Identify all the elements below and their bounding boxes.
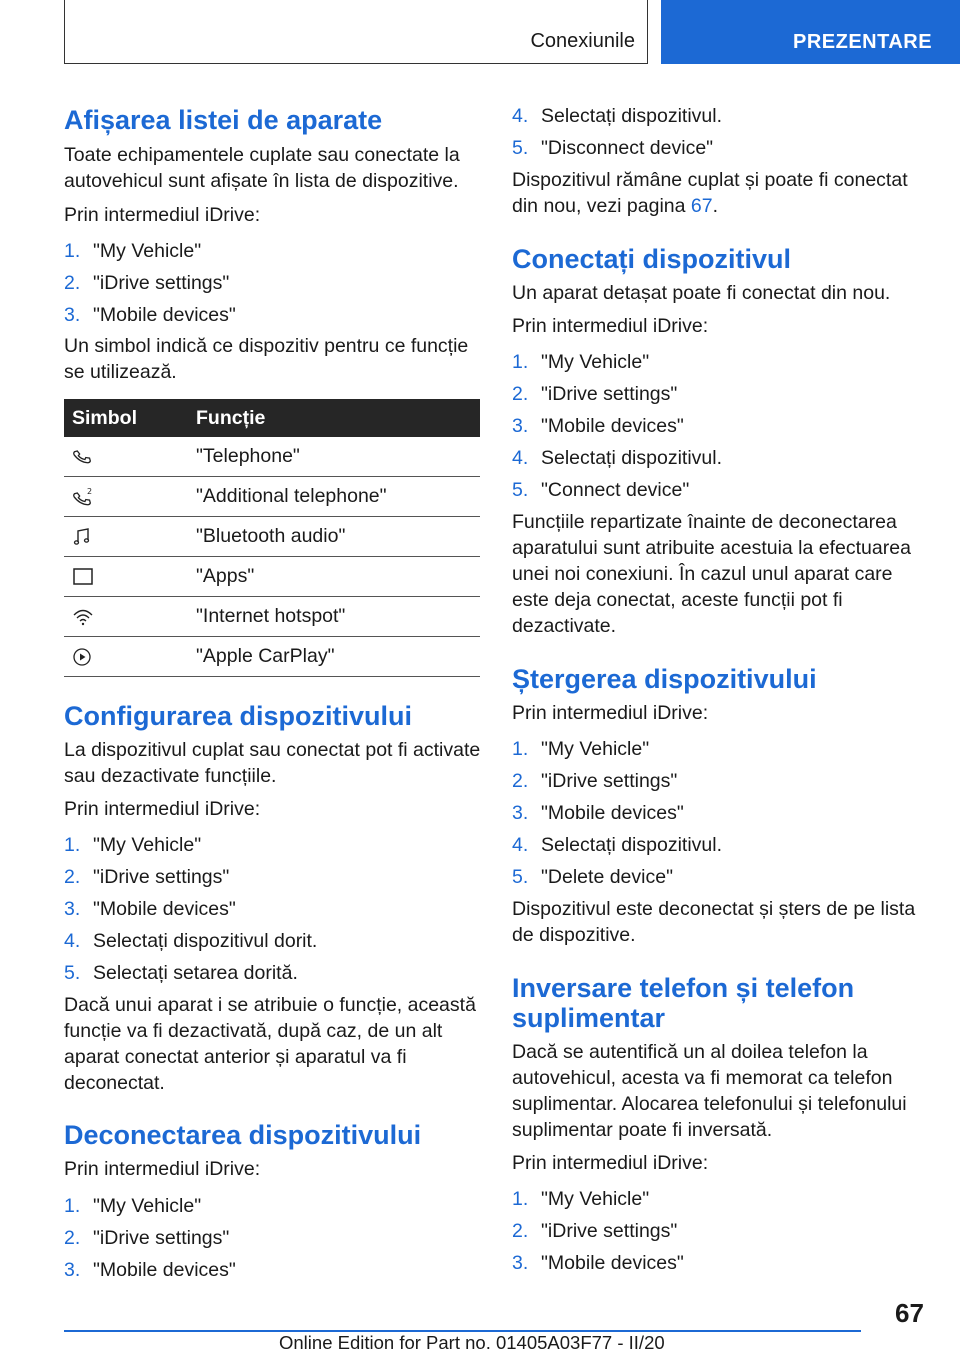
paragraph: Dispozitivul este deconectat și șters de pe lista de dispozitive. — [512, 898, 916, 946]
list-item: 2. "iDrive settings" — [64, 272, 230, 294]
list-item: 3. "Mobile devices" — [64, 1259, 236, 1281]
paragraph: Toate echipamentele cuplate sau conectate la autovehicul sunt afișate în lista de dispozitive. — [64, 144, 460, 192]
list-item: 2. "iDrive settings" — [512, 383, 678, 405]
table-header-row — [64, 399, 480, 437]
phone-icon — [72, 447, 180, 467]
paragraph: Dacă unui aparat i se atribuie o funcție, această funcție va fi dezactivată, după caz, de un alt aparat conectat anterior și aparatul va fi deconectat. — [64, 994, 476, 1094]
list-item: 1. "My Vehicle" — [512, 351, 650, 373]
table-cell: "Internet hotspot" — [188, 597, 480, 637]
music-note-icon — [72, 527, 180, 547]
paragraph: Prin intermediul iDrive: — [64, 798, 261, 820]
list-item: 3. "Mobile devices" — [512, 415, 684, 437]
table-header-symbol: Simbol — [64, 399, 188, 437]
list-item: 1. "My Vehicle" — [64, 240, 202, 262]
table-cell: "Telephone" — [188, 437, 480, 477]
wifi-hotspot-icon — [72, 607, 180, 627]
header-chapter-tab[interactable] — [661, 0, 960, 64]
header-chapter-title: PREZENTARE — [793, 31, 933, 53]
heading-configure-device: Configurarea dispozitivului — [64, 701, 413, 731]
list-item: 3. "Mobile devices" — [512, 802, 684, 824]
list-item: 2. "iDrive settings" — [512, 770, 678, 792]
list-item: 2. "iDrive settings" — [512, 1220, 678, 1242]
list-item: 3. "Mobile devices" — [512, 1252, 684, 1274]
list-item: 5. "Delete device" — [512, 866, 673, 888]
list-item: 1. "My Vehicle" — [512, 738, 650, 760]
paragraph: Prin intermediul iDrive: — [512, 315, 709, 337]
list-item: 4. Selectați dispozitivul dorit. — [64, 930, 318, 952]
paragraph: Prin intermediul iDrive: — [64, 1158, 261, 1180]
step-list — [512, 346, 932, 506]
list-item: 1. "My Vehicle" — [64, 834, 202, 856]
paragraph: Dacă se autentifică un al doilea telefon la autovehicul, acesta va fi memorat ca telefon suplimentar. Alocarea telefonului și telefonului suplimentar poate fi inversată. — [512, 1041, 907, 1141]
carplay-icon — [72, 647, 180, 667]
header-section-box — [64, 0, 648, 64]
page-number: 67 — [895, 1298, 924, 1328]
table-row — [64, 517, 480, 557]
paragraph: Dispozitivul rămâne cuplat și poate fi conectat din nou, vezi pagina 67. — [512, 169, 908, 217]
step-list — [512, 733, 932, 893]
table-cell: "Bluetooth audio" — [188, 517, 480, 557]
paragraph: Prin intermediul iDrive: — [512, 1152, 709, 1174]
list-item: 1. "My Vehicle" — [512, 1188, 650, 1210]
table-row — [64, 437, 480, 477]
table-cell: "Additional telephone" — [188, 477, 480, 517]
apps-square-icon — [72, 567, 180, 587]
paragraph: Funcțiile repartizate înainte de deconectarea aparatului sunt atribuite acestuia la efectuarea unei noi conexiuni. În cazul unul aparat care este deja conectat, aceste funcții pot fi dezactivate. — [512, 511, 911, 637]
right-column — [512, 100, 932, 1279]
heading-delete-device: Ștergerea dispozitivului — [512, 664, 817, 694]
symbol-table — [64, 399, 480, 677]
paragraph: La dispozitivul cuplat sau conectat pot fi activate sau dezactivate funcțiile. — [64, 739, 481, 787]
left-column — [64, 96, 484, 1286]
heading-swap-phones: Inversare telefon și telefon suplimentar — [512, 973, 855, 1033]
table-row — [64, 637, 480, 677]
list-item: 2. "iDrive settings" — [64, 1227, 230, 1249]
paragraph: Un simbol indică ce dispozitiv pentru ce funcție se utilizează. — [64, 335, 469, 383]
list-item: 4. Selectați dispozitivul. — [512, 447, 723, 469]
table-row — [64, 557, 480, 597]
paragraph: Un aparat detașat poate fi conectat din nou. — [512, 282, 891, 304]
heading-connect-device: Conectați dispozitivul — [512, 244, 792, 274]
step-list — [64, 235, 484, 331]
additional-phone-icon — [72, 486, 180, 508]
header-section-title: Conexiunile — [530, 30, 635, 52]
list-item: 1. "My Vehicle" — [64, 1195, 202, 1217]
list-item: 3. "Mobile devices" — [64, 898, 236, 920]
table-row — [64, 597, 480, 637]
step-list — [64, 829, 484, 989]
table-header-function: Funcție — [188, 399, 480, 437]
table-row — [64, 477, 480, 517]
list-item: 3. "Mobile devices" — [64, 304, 236, 326]
step-list — [512, 100, 932, 164]
table-cell: "Apple CarPlay" — [188, 637, 480, 677]
list-item: 2. "iDrive settings" — [64, 866, 230, 888]
svg-text:2: 2 — [87, 486, 93, 496]
heading-device-list: Afișarea listei de aparate — [64, 105, 383, 135]
step-list — [512, 1183, 932, 1279]
heading-disconnect-device: Deconectarea dispozitivului — [64, 1120, 422, 1150]
table-cell: "Apps" — [188, 557, 480, 597]
list-item: 5. "Disconnect device" — [512, 137, 714, 159]
step-list — [64, 1190, 484, 1286]
paragraph: Prin intermediul iDrive: — [64, 204, 261, 226]
footer-edition: Online Edition for Part no. 01405A03F77 - II/20 — [279, 1332, 665, 1353]
list-item: 4. Selectați dispozitivul. — [512, 105, 723, 127]
page-reference-link[interactable]: 67 — [690, 195, 713, 217]
paragraph: Prin intermediul iDrive: — [512, 702, 709, 724]
list-item: 4. Selectați dispozitivul. — [512, 834, 723, 856]
list-item: 5. "Connect device" — [512, 479, 690, 501]
list-item: 5. Selectați setarea dorită. — [64, 962, 298, 984]
